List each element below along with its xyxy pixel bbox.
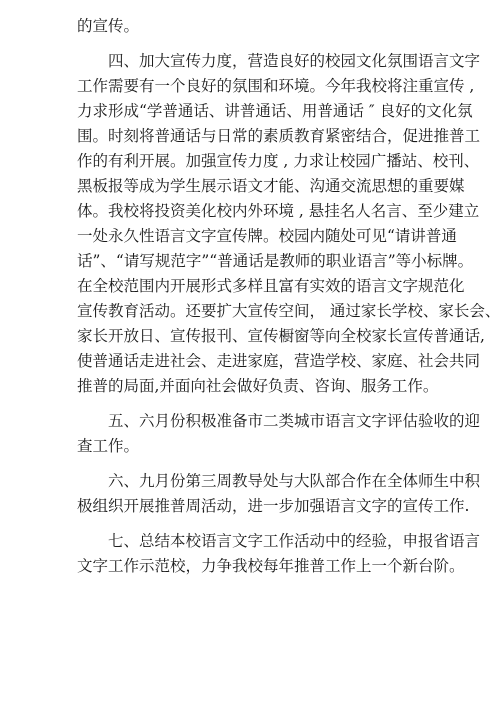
paragraph — [77, 469, 481, 519]
paragraph — [77, 14, 439, 39]
text-line: 四、加大宣传力度，营造良好的校园文化氛围语言文字 — [77, 52, 481, 70]
text-line: 文字工作示范校，力争我校每年推普工作上一个新台阶。 — [77, 557, 465, 575]
text-line: 查工作。 — [77, 437, 140, 455]
text-line: 作的有利开展。加强宣传力度 , 力求让校园广播站、校刊、 — [77, 152, 480, 170]
text-line: 力求形成“学普通话、讲普通话、用普通话 ″ 良好的文化氛 — [77, 102, 473, 120]
text-line: 宣传教育活动。还要扩大宣传空间， 通过家长学校、家长会、 — [77, 302, 500, 320]
paragraph-gap — [77, 399, 439, 409]
paragraph — [77, 529, 481, 579]
text-line: 一处永久性语言文字宣传牌。校园内随处可见“请讲普通 — [77, 227, 457, 245]
paragraph-gap — [77, 519, 439, 529]
text-line: 围。时刻将普通话与日常的素质教育紧密结合，促进推普工 — [77, 127, 481, 145]
text-line: 推普的局面,并面向社会做好负责、咨询、服务工作。 — [77, 377, 439, 395]
text-line: 在全校范围内开展形式多样且富有实效的语言文字规范化 — [77, 277, 465, 295]
text-line: 五、六月份积极准备市二类城市语言文字评估验收的迎 — [77, 412, 481, 430]
text-line: 七、总结本校语言文字工作活动中的经验，申报省语言 — [77, 532, 481, 550]
text-line: 体。我校将投资美化校内外环境 , 悬挂名人名言、至少建立 — [77, 202, 480, 220]
paragraph — [77, 49, 500, 399]
text-line: 使普通话走进社会、走进家庭，营造学校、家庭、社会共同 — [77, 352, 481, 370]
text-line: 的宣传。 — [77, 17, 140, 35]
text-line: 家长开放日、宣传报刊、宣传橱窗等向全校家长宣传普通话, — [77, 327, 485, 345]
text-line: 六、九月份第三周教导处与大队部合作在全体师生中积 — [77, 472, 481, 490]
paragraph — [77, 409, 481, 459]
paragraph-gap — [77, 39, 439, 49]
text-line: 工作需要有一个良好的氛围和环境。今年我校将注重宣传 , — [77, 77, 475, 95]
document-page — [77, 14, 500, 579]
paragraph-gap — [77, 459, 439, 469]
text-line: 黑板报等成为学生展示语文才能、沟通交流思想的重要媒 — [77, 177, 465, 195]
text-line: 极组织开展推普周活动，进一步加强语言文字的宣传工作. — [77, 497, 470, 515]
text-line: 话”、“请写规范字”“普通话是教师的职业语言”等小标牌。 — [77, 252, 474, 270]
